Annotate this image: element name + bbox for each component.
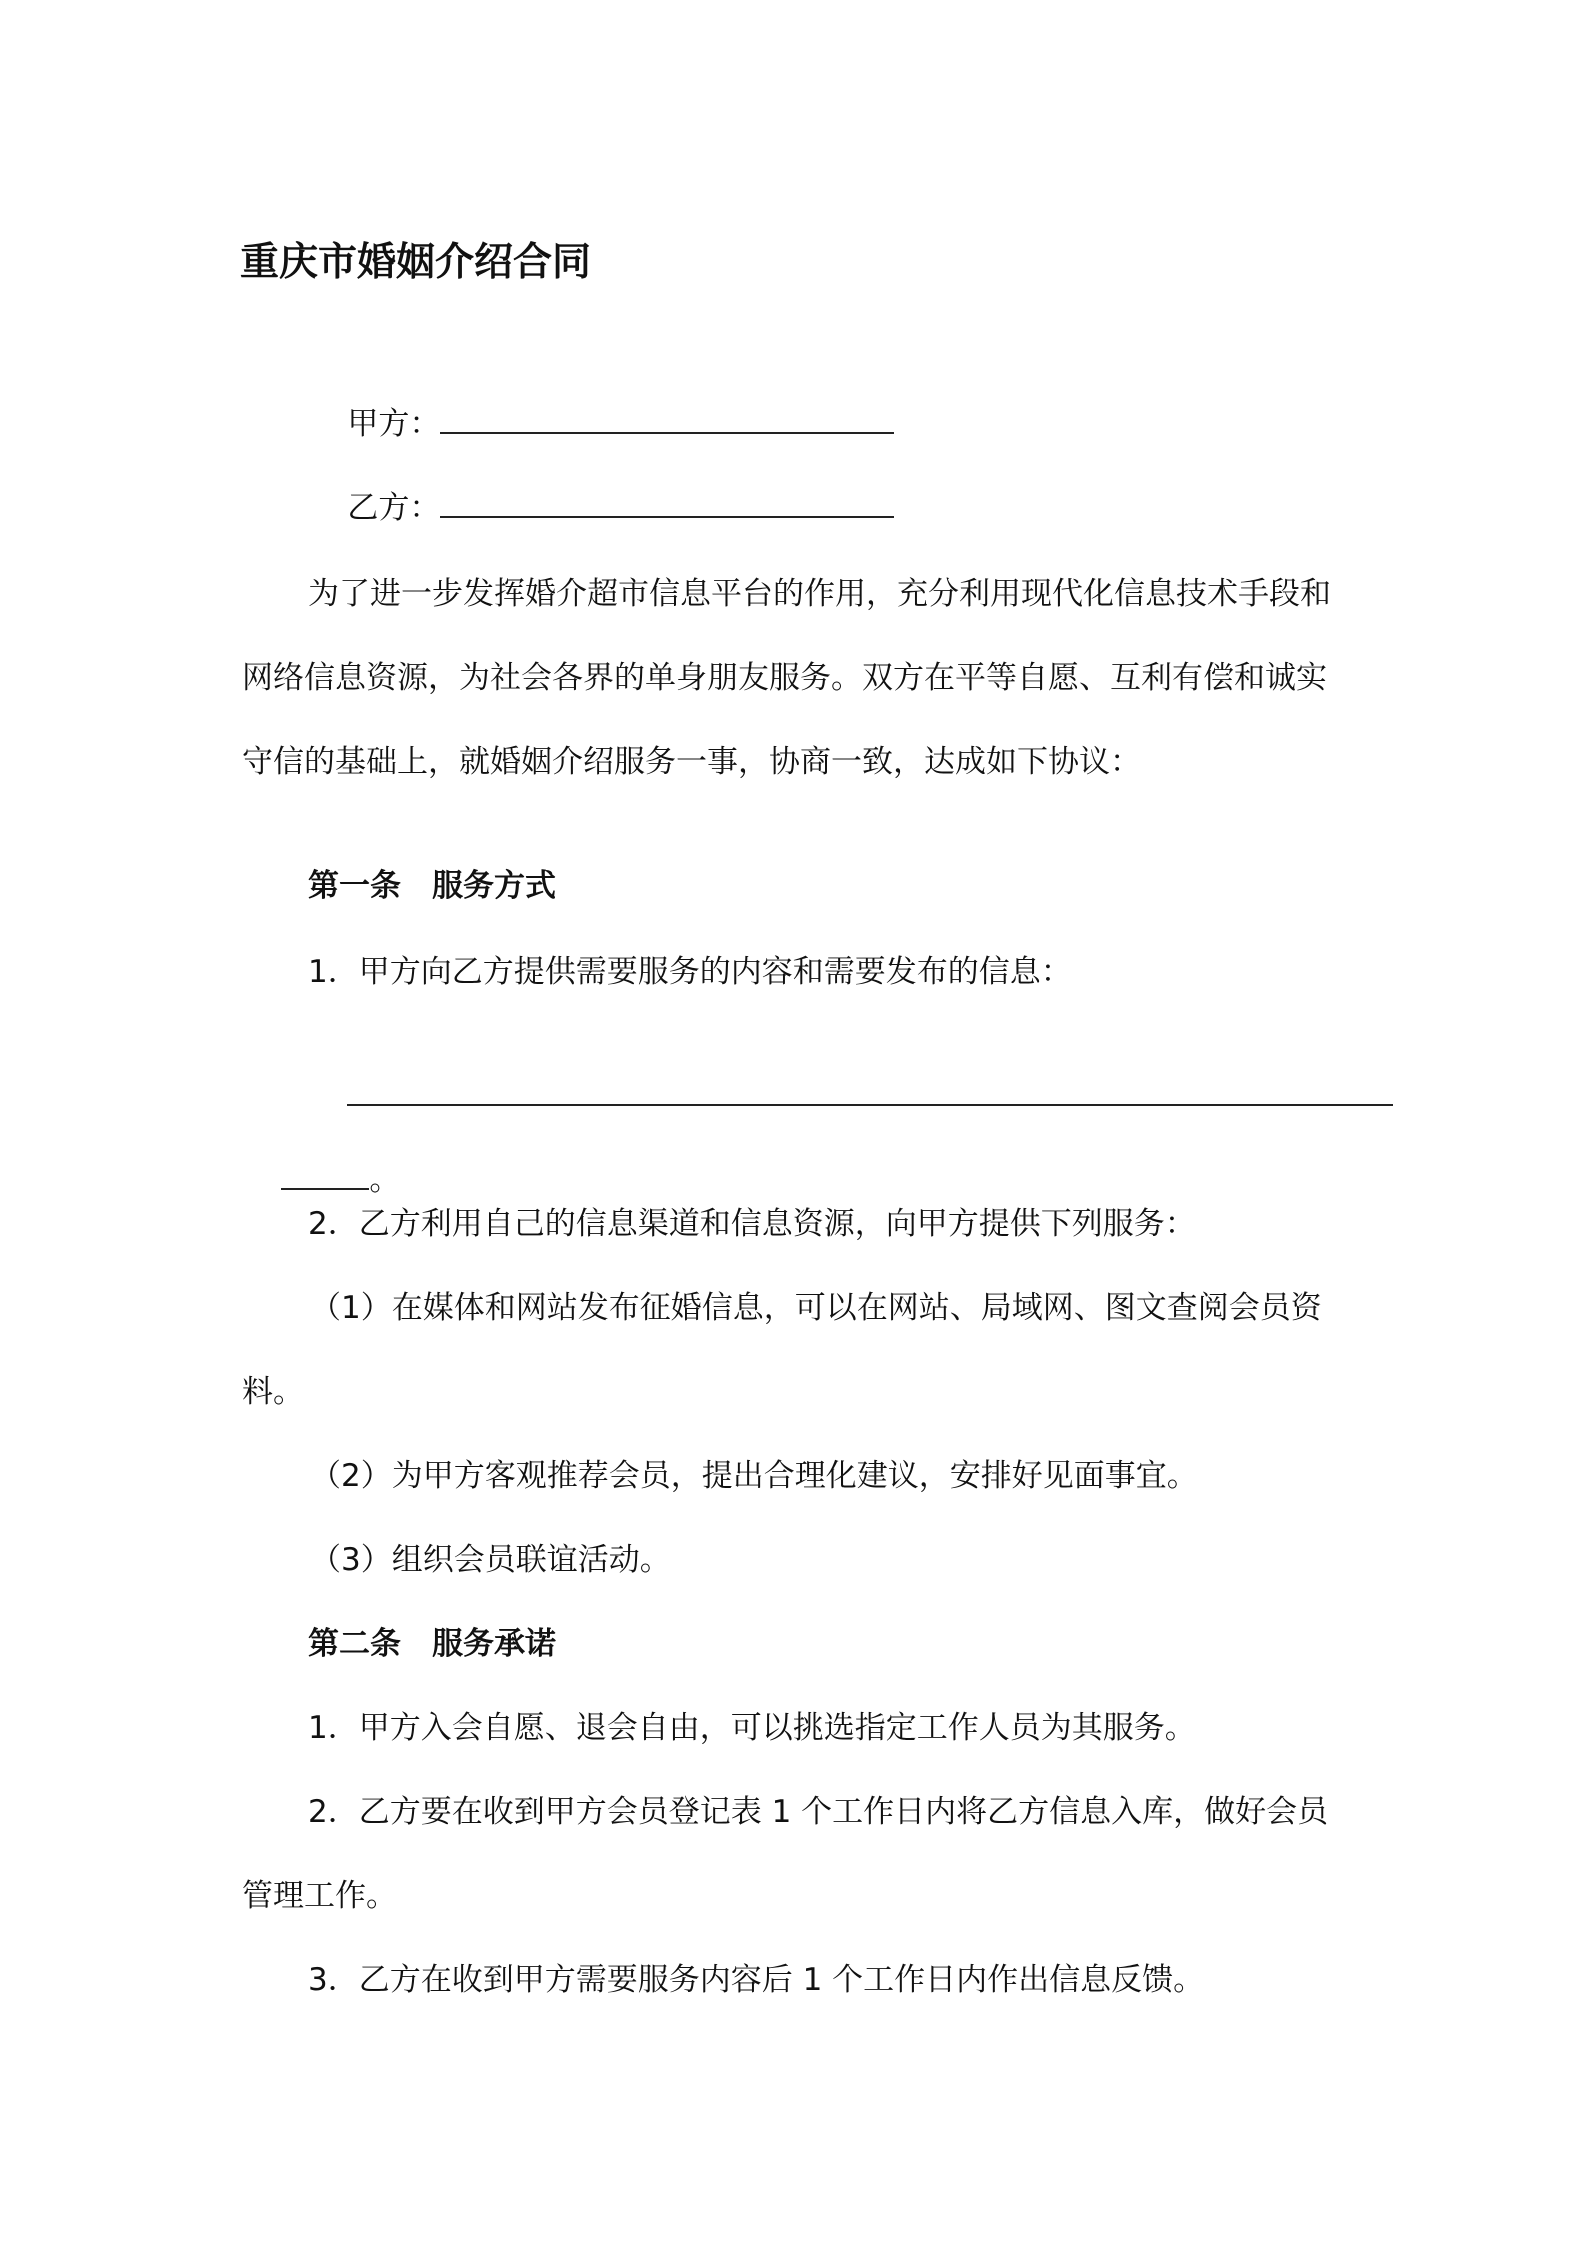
article-2-item-1: 1．甲方入会自愿、退会自由，可以挑选指定工作人员为其服务。 — [308, 1710, 1196, 1746]
party-a-blank — [440, 404, 894, 434]
document-title: 重庆市婚姻介绍合同 — [240, 240, 592, 285]
party-b-line — [308, 448, 894, 568]
long-blank — [347, 1076, 1393, 1106]
short-blank — [281, 1160, 369, 1190]
party-b-blank — [440, 488, 894, 518]
article-1-sub-3: （3）组织会员联谊活动。 — [310, 1542, 671, 1578]
article-2-heading: 第二条 服务承诺 — [308, 1626, 556, 1662]
party-a-label: 甲方： — [347, 406, 441, 442]
item-1-period: 。 — [369, 1162, 401, 1198]
article-1-item-1-blank-line — [308, 1036, 1393, 1156]
article-1-heading: 第一条 服务方式 — [308, 868, 556, 904]
article-1-item-2: 2．乙方利用自己的信息渠道和信息资源，向甲方提供下列服务： — [308, 1206, 1196, 1242]
article-1-sub-1-line-1: （1）在媒体和网站发布征婚信息，可以在网站、局域网、图文查阅会员资 — [310, 1290, 1322, 1326]
article-2-item-2-line-2: 管理工作。 — [242, 1878, 397, 1914]
article-2-item-2-line-1: 2．乙方要在收到甲方会员登记表 1 个工作日内将乙方信息入库，做好会员 — [308, 1794, 1329, 1830]
intro-line-2: 网络信息资源，为社会各界的单身朋友服务。双方在平等自愿、互利有偿和诚实 — [242, 660, 1327, 696]
party-b-label: 乙方： — [347, 490, 441, 526]
article-1-sub-2: （2）为甲方客观推荐会员，提出合理化建议，安排好见面事宜。 — [310, 1458, 1198, 1494]
intro-line-1: 为了进一步发挥婚介超市信息平台的作用，充分利用现代化信息技术手段和 — [308, 576, 1331, 612]
article-2-item-3: 3．乙方在收到甲方需要服务内容后 1 个工作日内作出信息反馈。 — [308, 1962, 1205, 1998]
intro-line-3: 守信的基础上，就婚姻介绍服务一事，协商一致，达成如下协议： — [242, 744, 1141, 780]
article-1-sub-1-line-2: 料。 — [242, 1374, 304, 1410]
article-1-item-1: 1．甲方向乙方提供需要服务的内容和需要发布的信息： — [308, 954, 1072, 990]
